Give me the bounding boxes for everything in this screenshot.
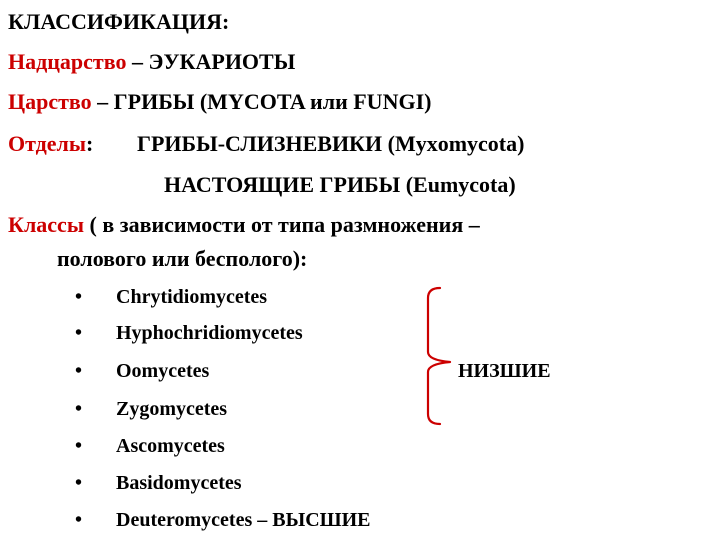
bullet-icon: • bbox=[75, 322, 83, 344]
bullet-icon: • bbox=[75, 509, 83, 531]
bullet-icon: • bbox=[75, 360, 83, 382]
superkingdom-label: Надцарство bbox=[8, 49, 127, 74]
superkingdom-sep: – bbox=[126, 49, 149, 74]
class-name: Zygomycetes bbox=[116, 398, 228, 420]
superkingdom-value: ЭУКАРИОТЫ bbox=[148, 49, 296, 74]
kingdom-sep: – bbox=[91, 89, 114, 114]
bullet-icon: • bbox=[75, 398, 83, 420]
class-name: Chrytidiomycetes bbox=[116, 286, 268, 308]
kingdom-label: Царство bbox=[8, 89, 92, 114]
divisions-colon: : bbox=[86, 131, 94, 156]
class-name: Hyphochridiomycetes bbox=[116, 322, 303, 344]
bullet-icon: • bbox=[75, 286, 83, 308]
lower-group-label: НИЗШИЕ bbox=[458, 360, 551, 382]
class-name: Basidomycetes bbox=[116, 472, 242, 494]
class-name: Deuteromycetes – ВЫСШИЕ bbox=[116, 509, 371, 531]
heading: КЛАССИФИКАЦИЯ: bbox=[8, 9, 230, 34]
class-name: Ascomycetes bbox=[116, 435, 225, 457]
division-item-2: НАСТОЯЩИЕ ГРИБЫ (Eumycota) bbox=[164, 172, 516, 197]
classes-intro-1: ( в зависимости от типа размножения – bbox=[84, 212, 480, 237]
kingdom-value: ГРИБЫ (MYCOTA или FUNGI) bbox=[113, 89, 432, 114]
divisions-label: Отделы bbox=[8, 131, 87, 156]
bullet-icon: • bbox=[75, 472, 83, 494]
division-item-1: ГРИБЫ-СЛИЗНЕВИКИ (Myxomycota) bbox=[137, 131, 525, 156]
class-name: Oomycetes bbox=[116, 360, 210, 382]
classes-label: Классы bbox=[8, 212, 85, 237]
bullet-icon: • bbox=[75, 435, 83, 457]
classes-intro-2: полового или бесполого): bbox=[57, 246, 308, 271]
